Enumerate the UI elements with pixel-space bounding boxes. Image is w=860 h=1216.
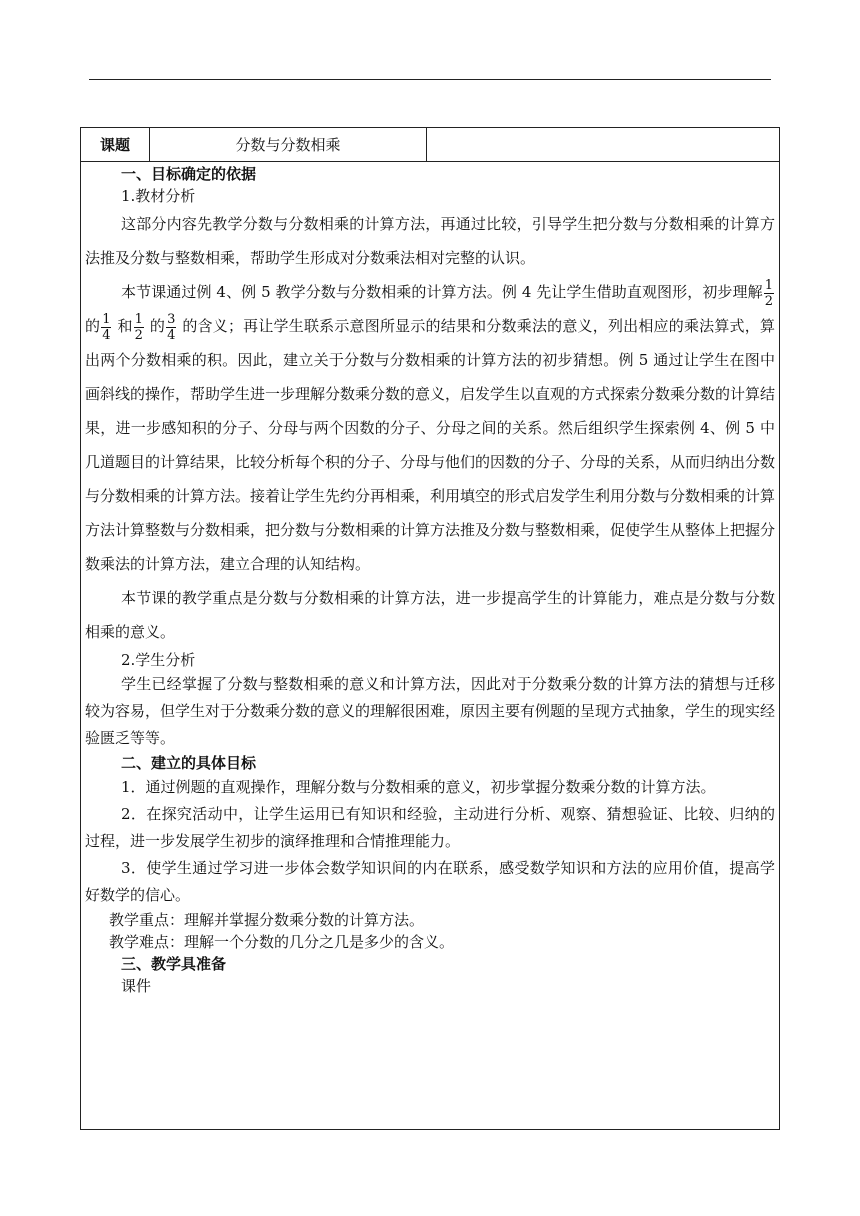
fraction-denominator: 2 bbox=[764, 293, 773, 309]
p2-part-a: 本节课通过例 4、例 5 教学分数与分数相乘的计算方法。例 4 先让学生借助直观图形，初步理解 bbox=[121, 283, 763, 301]
material-paragraph-2 bbox=[85, 275, 775, 581]
title-row bbox=[81, 128, 779, 162]
header-rule bbox=[89, 79, 771, 80]
fraction-numerator: 1 bbox=[102, 311, 111, 327]
goal-3: 3．使学生通过学习进一步体会数学知识间的内在联系，感受数学知识和方法的应用价值，提高学好数学的信心。 bbox=[85, 859, 775, 904]
goal-2: 2．在探究活动中，让学生运用已有知识和经验，主动进行分析、观察、猜想验证、比较、归纳的过程，进一步发展学生初步的演绎推理和合情推理能力。 bbox=[85, 805, 775, 850]
fraction-numerator: 1 bbox=[764, 277, 773, 293]
section1-sub-students: 2.学生分析 bbox=[121, 651, 196, 669]
p2-part-d: 的 bbox=[144, 317, 166, 335]
lesson-plan-table bbox=[80, 127, 780, 1130]
section2-heading: 二、建立的具体目标 bbox=[121, 754, 257, 772]
teaching-key-point: 教学重点：理解并掌握分数乘分数的计算方法。 bbox=[109, 911, 425, 929]
fraction-denominator: 2 bbox=[134, 327, 143, 343]
p2-part-e: 的含义；再让学生联系示意图所显示的结果和分数乘法的意义，列出相应的乘法算式，算出两个分数相乘的积。因此，建立关于分数与分数相乘的计算方法的初步猜想。例 5 通过让学生在图中画斜线的操作，帮助学生进一步理解分数乘分数的意义，启发学生以直观的方式探索分数乘分数的计算结果，进一步感知积的分子、分母与两个因数的分子、分母之间的关系。然后组织学生探索例 4、例 5 中几道题目的计算结果，比较分析每个积的分子、分母与他们的因数的分子、分母的关系，从而归纳出分数与分数相乘的计算方法。接着让学生先约分再相乘，利用填空的形式启发学生利用分数与分数相乘的计算方法计算整数与分数相乘，把分数与分数相乘的计算方法推及分数与整数相乘，促使学生从整体上把握分数乘法的计算方法，建立合理的认知结构。 bbox=[85, 317, 776, 573]
fraction-one-half bbox=[764, 278, 774, 309]
fraction-one-quarter bbox=[101, 312, 111, 343]
section1-sub-material: 1.教材分析 bbox=[121, 187, 196, 205]
material-paragraph-1: 这部分内容先教学分数与分数相乘的计算方法，再通过比较，引导学生把分数与分数相乘的计算方法推及分数与整数相乘，帮助学生形成对分数乘法相对完整的认识。 bbox=[85, 215, 775, 267]
goal-1: 1．通过例题的直观操作，理解分数与分数相乘的意义，初步掌握分数乘分数的计算方法。 bbox=[121, 778, 716, 796]
fraction-one-half-second bbox=[134, 312, 144, 343]
fraction-three-quarters bbox=[166, 312, 176, 343]
section3-heading: 三、教学具准备 bbox=[121, 955, 227, 973]
p2-part-c: 和 bbox=[112, 317, 133, 335]
materials-item: 课件 bbox=[121, 977, 152, 995]
material-paragraph-3: 本节课的教学重点是分数与分数相乘的计算方法，进一步提高学生的计算能力，难点是分数与分数相乘的意义。 bbox=[85, 589, 775, 641]
fraction-numerator: 1 bbox=[134, 311, 143, 327]
teaching-difficulty: 教学难点：理解一个分数的几分之几是多少的含义。 bbox=[109, 933, 455, 951]
fraction-denominator: 4 bbox=[102, 327, 111, 343]
content-cell bbox=[85, 163, 775, 997]
topic-title: 分数与分数相乘 bbox=[150, 128, 427, 161]
section1-heading: 一、目标确定的依据 bbox=[121, 165, 257, 183]
fraction-numerator: 3 bbox=[167, 311, 176, 327]
fraction-denominator: 4 bbox=[167, 327, 176, 343]
student-analysis-paragraph: 学生已经掌握了分数与整数相乘的意义和计算方法，因此对于分数乘分数的计算方法的猜想与迁移较为容易，但学生对于分数乘分数的意义的理解很困难，原因主要有例题的呈现方式抽象，学生的现实经验匮乏等等。 bbox=[85, 675, 776, 747]
p2-part-b: 的 bbox=[85, 317, 101, 335]
topic-empty-cell bbox=[427, 128, 779, 161]
topic-label: 课题 bbox=[81, 128, 150, 161]
